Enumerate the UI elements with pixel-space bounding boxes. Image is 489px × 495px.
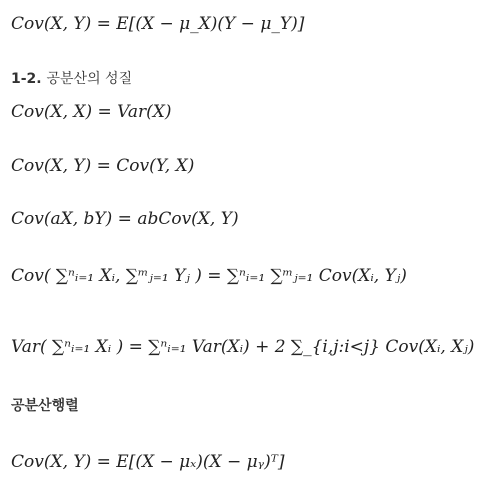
section-number: 1-2. xyxy=(11,71,42,87)
covariance-symmetry-formula: Cov(X, Y) = Cov(Y, X) xyxy=(11,156,195,176)
section-heading-covariance-matrix xyxy=(11,397,79,415)
variance-of-sum-formula: Var( ∑ⁿᵢ₌₁ Xᵢ ) = ∑ⁿᵢ₌₁ Var(Xᵢ) + 2 ∑_{i,j:i<j} Cov(Xᵢ, Xⱼ) xyxy=(11,337,475,357)
covariance-definition-formula: Cov(X, Y) = E[(X − μ_X)(Y − μ_Y)] xyxy=(11,14,305,34)
section-title: 공분산행렬 xyxy=(11,398,79,414)
covariance-matrix-formula: Cov(X, Y) = E[(X − μₓ)(X − μᵧ)ᵀ] xyxy=(11,452,285,472)
section-title: 공분산의 성질 xyxy=(46,71,133,87)
covariance-scaling-formula: Cov(aX, bY) = abCov(X, Y) xyxy=(11,209,239,229)
covariance-bilinearity-formula: Cov( ∑ⁿᵢ₌₁ Xᵢ, ∑ᵐⱼ₌₁ Yⱼ ) = ∑ⁿᵢ₌₁ ∑ᵐⱼ₌₁ Cov(Xᵢ, Yⱼ) xyxy=(11,266,407,286)
covariance-self-formula: Cov(X, X) = Var(X) xyxy=(11,102,172,122)
section-heading-properties xyxy=(11,70,132,88)
